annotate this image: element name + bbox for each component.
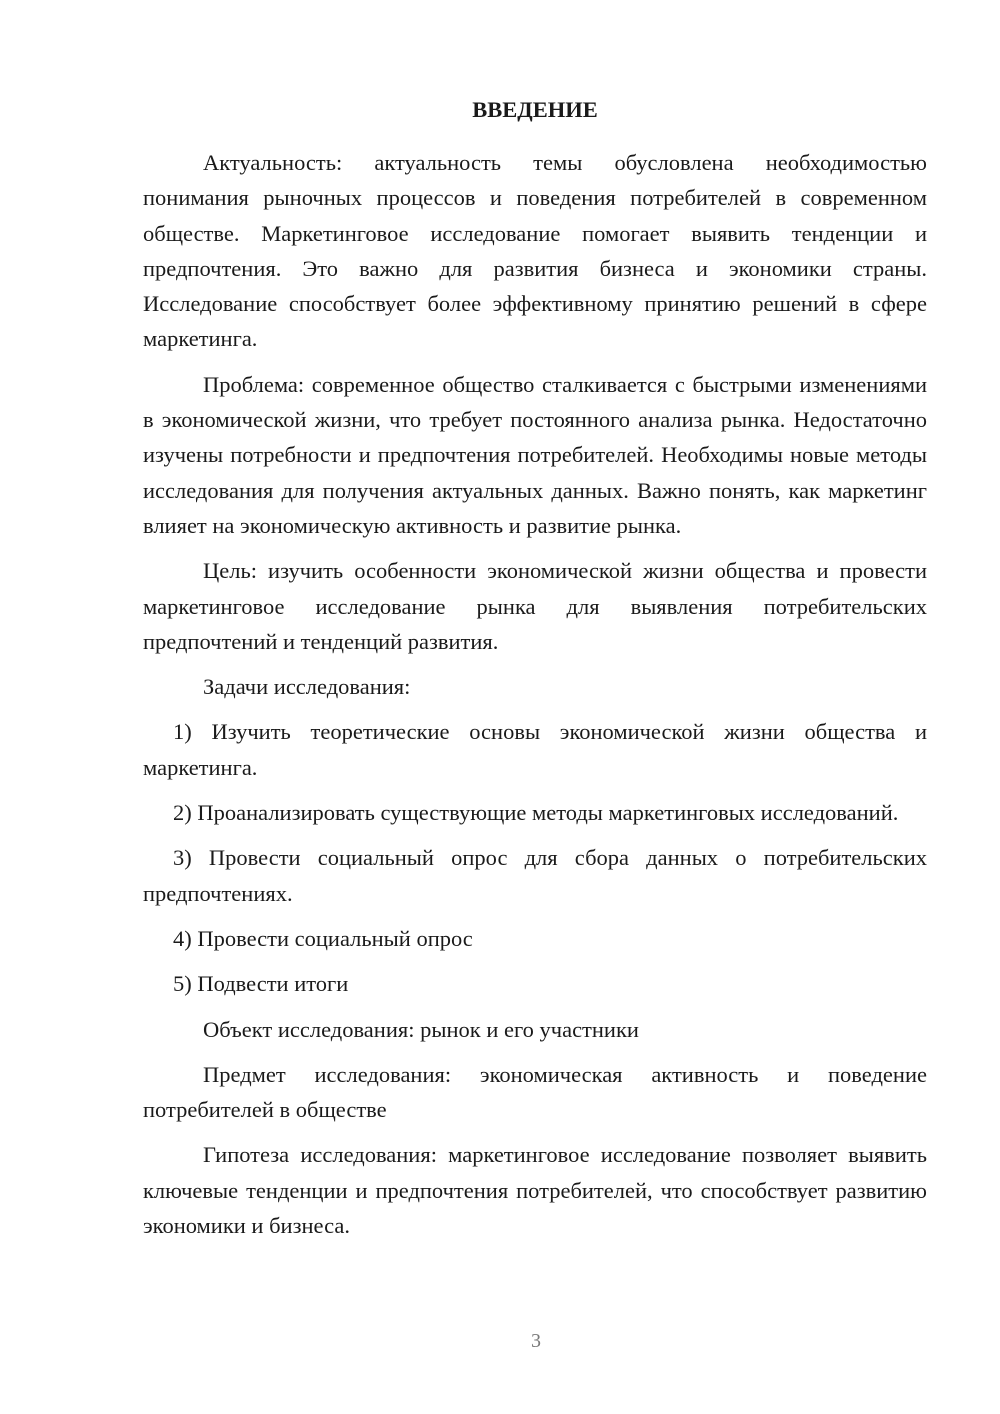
- goal-paragraph: Цель: изучить особенности экономической жизни общества и провести маркетинговое исследование рынка для выявления потребительских предпочтений и тенденций развития.: [143, 558, 927, 654]
- section-title: ВВЕДЕНИЕ: [472, 97, 598, 122]
- tasks-heading: Задачи исследования:: [203, 674, 411, 700]
- task-item-2: 2) Проанализировать существующие методы маркетинговых исследований.: [173, 800, 899, 826]
- task-item-3: 3) Провести социальный опрос для сбора данных о потребительских предпочтениях.: [143, 845, 927, 906]
- relevance-paragraph: Актуальность: актуальность темы обусловлена необходимостью понимания рыночных процессов и поведения потребителей в современном обществе. Маркетинговое исследование помогает выявить тенденции и предпочтения. Это важно для развития бизнеса и экономики страны. Исследование способствует более эффективному принятию решений в сфере маркетинга.: [143, 150, 927, 352]
- task-item-4: 4) Провести социальный опрос: [173, 925, 473, 951]
- problem-paragraph: Проблема: современное общество сталкивается с быстрыми изменениями в экономической жизни, что требует постоянного анализа рынка. Недостаточно изучены потребности и предпочтения потребителей. Необходимы новые методы исследования для получения актуальных данных. Важно понять, как маркетинг влияет на экономическую активность и развитие рынка.: [143, 371, 927, 538]
- page-number: 3: [531, 1330, 541, 1352]
- hypothesis-paragraph: Гипотеза исследования: маркетинговое исследование позволяет выявить ключевые тенденции и предпочтения потребителей, что способствует развитию экономики и бизнеса.: [143, 1142, 927, 1239]
- task-item-5: 5) Подвести итоги: [173, 971, 349, 997]
- task-item-1: 1) Изучить теоретические основы экономической жизни общества и маркетинга.: [143, 719, 927, 780]
- document-page: [143, 90, 927, 1253]
- object-paragraph: Объект исследования: рынок и его участники: [203, 1016, 639, 1042]
- subject-paragraph: Предмет исследования: экономическая активность и поведение потребителей в обществе: [143, 1061, 927, 1123]
